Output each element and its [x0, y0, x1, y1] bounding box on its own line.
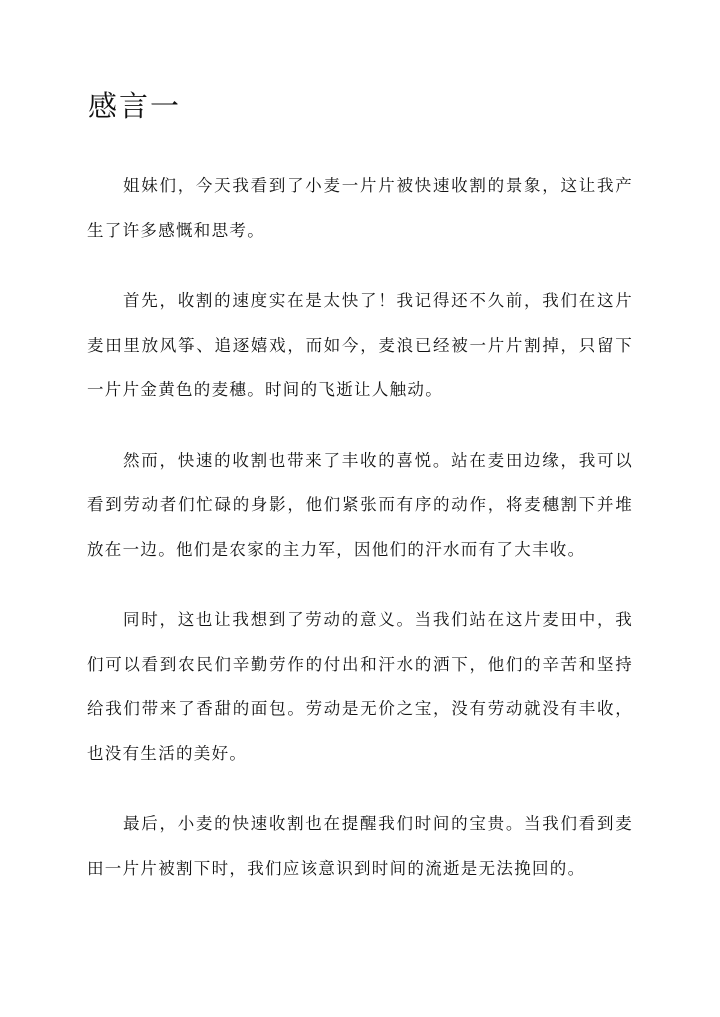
document-title: 感言一: [88, 89, 182, 123]
document-body: [87, 164, 633, 917]
paragraph-4: 同时，这也让我想到了劳动的意义。当我们站在这片麦田中，我们可以看到农民们辛勤劳作的付出和汗水的洒下，他们的辛苦和坚持给我们带来了香甜的面包。劳动是无价之宝，没有劳动就没有丰收，也没有生活的美好。: [87, 610, 633, 763]
paragraph-3: 然而，快速的收割也带来了丰收的喜悦。站在麦田边缘，我可以看到劳动者们忙碌的身影，他们紧张而有序的动作，将麦穗割下并堆放在一边。他们是农家的主力军，因他们的汗水而有了大丰收。: [87, 450, 633, 559]
paragraph-1: 姐妹们，今天我看到了小麦一片片被快速收割的景象，这让我产生了许多感慨和思考。: [87, 176, 633, 240]
paragraph-2: 首先，收割的速度实在是太快了！我记得还不久前，我们在这片麦田里放风筝、追逐嬉戏，而如今，麦浪已经被一片片割掉，只留下一片片金黄色的麦穗。时间的飞逝让人触动。: [87, 291, 633, 399]
paragraph-5: 最后，小麦的快速收割也在提醒我们时间的宝贵。当我们看到麦田一片片被割下时，我们应该意识到时间的流逝是无法挽回的。: [87, 814, 633, 878]
